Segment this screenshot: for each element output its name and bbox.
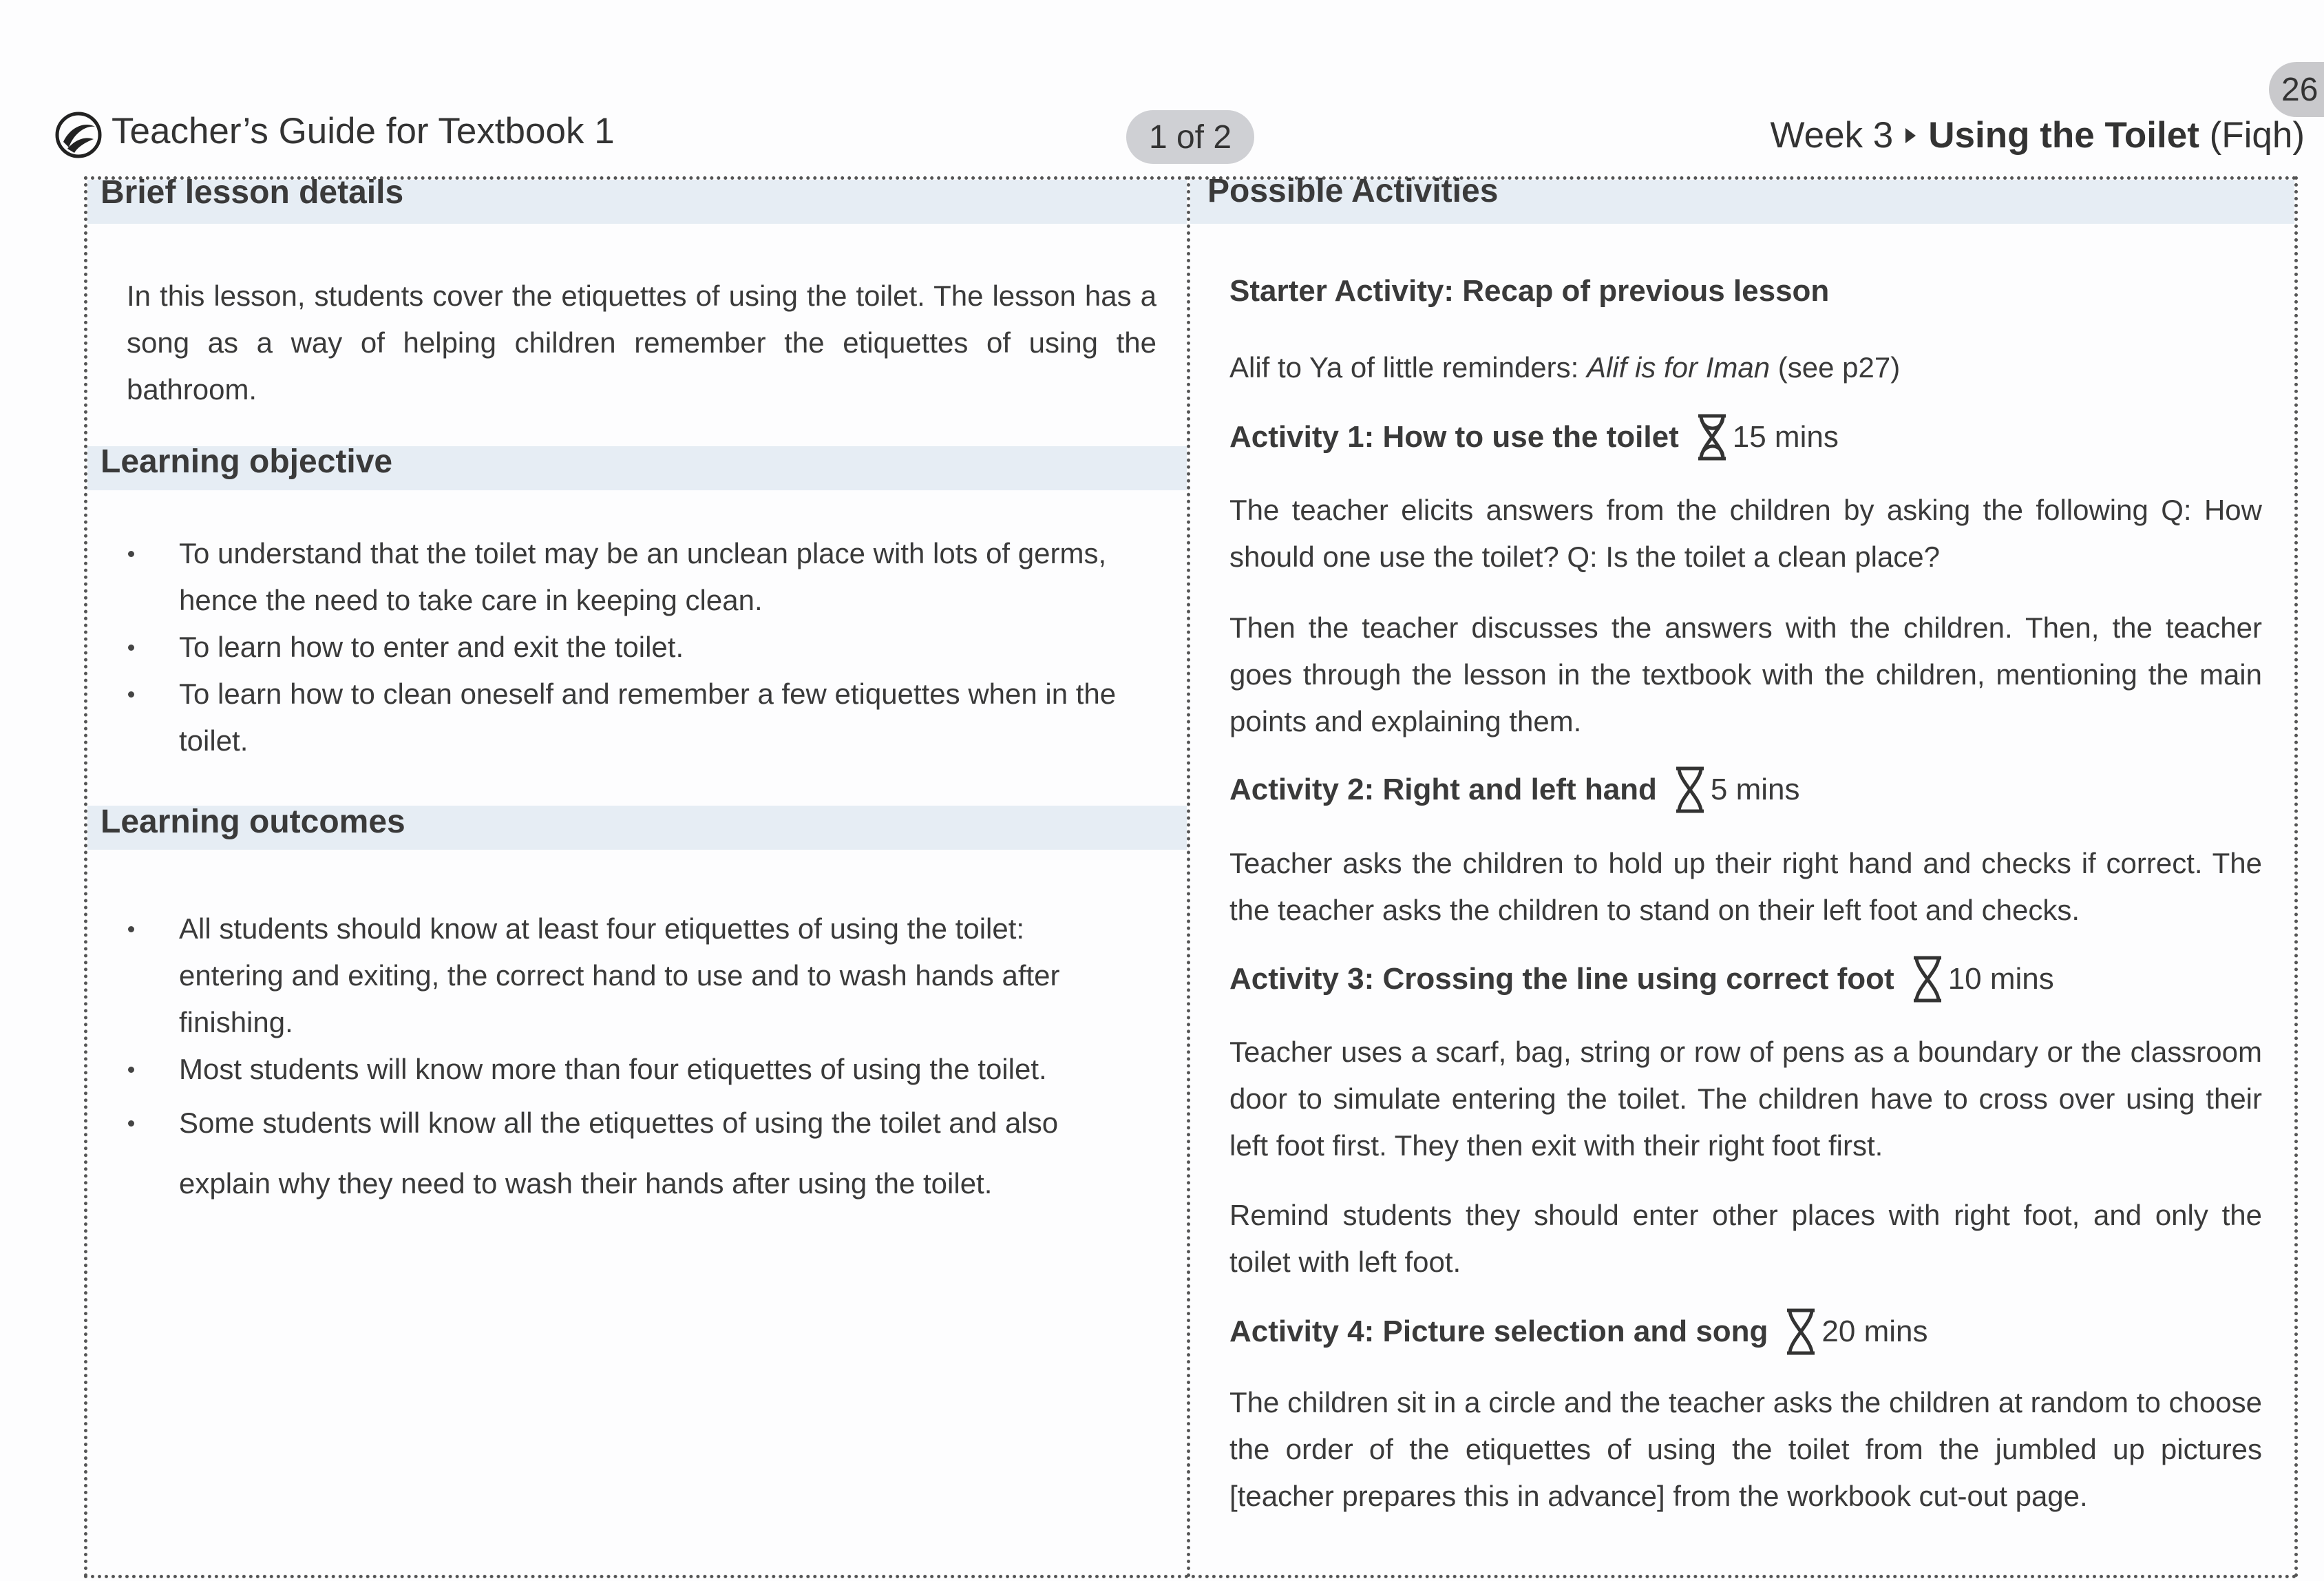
caret-right-icon [1905, 128, 1916, 143]
list-item-text: Most students will know more than four etiquettes of using the toilet. [179, 1053, 1047, 1085]
list-item [101, 1093, 1119, 1214]
activity-title: Activity 1: How to use the toilet [1229, 420, 1679, 454]
activity-1-heading [1229, 413, 1839, 461]
lesson-title-wrap [1928, 114, 2305, 156]
activity-3-para-1: Teacher uses a scarf, bag, string or row of pens as a boundary or the classroom door to simulate entering the toilet. The children have to cross over using their left foot first. They then exit with their right foot first. [1229, 1036, 2262, 1162]
lesson-breadcrumb [1771, 114, 2305, 156]
bullet-icon [128, 1120, 134, 1127]
list-item [101, 671, 1161, 764]
activity-duration: 10 mins [1947, 962, 2054, 996]
page-number-text: 26 [2281, 71, 2318, 108]
activity-duration: 15 mins [1732, 420, 1839, 454]
objective-list [101, 530, 1161, 764]
activity-4-para-1: The children sit in a circle and the teacher asks the children at random to choose the order of the etiquettes of using the toilet from the jumbled up pictures [teacher prepares this in advance] from the workbook cut-out page. [1229, 1386, 2262, 1512]
brief-heading: Brief lesson details [101, 174, 404, 211]
bullet-icon [128, 1067, 134, 1073]
bullet-icon [128, 926, 134, 932]
list-item [101, 1046, 1119, 1093]
activity-2-heading [1229, 766, 1800, 814]
list-item-text: To learn how to clean oneself and remember a few etiquettes when in the toilet. [179, 678, 1117, 757]
activity-2-para-1: Teacher asks the children to hold up their right hand and checks if correct. The the teacher asks the children to stand on their left foot and checks. [1229, 847, 2262, 926]
outcomes-list [101, 905, 1119, 1214]
starter-text [1229, 344, 2262, 391]
activity-title: Activity 4: Picture selection and song [1229, 1315, 1768, 1348]
activity-3-heading [1229, 955, 2054, 1003]
starter-text-suffix: (see p27) [1770, 351, 1901, 384]
activity-duration: 20 mins [1821, 1315, 1928, 1348]
activity-duration: 5 mins [1710, 773, 1800, 806]
lesson-title: Using the Toilet [1928, 115, 2199, 156]
list-item-text: Some students will know all the etiquettes of using the toilet and also explain why they need to wash their hands after using the toilet. [179, 1107, 1059, 1200]
list-item [101, 624, 1161, 671]
starter-text-prefix: Alif to Ya of little reminders: [1229, 351, 1587, 384]
list-item-text: To understand that the toilet may be an unclean place with lots of germs, hence the need to take care in keeping clean. [179, 537, 1107, 616]
page-number [2269, 62, 2324, 117]
guide-title: Teacher’s Guide for Textbook 1 [112, 111, 615, 151]
bullet-icon [128, 691, 134, 698]
bullet-icon [128, 551, 134, 557]
activity-title: Activity 3: Crossing the line using correct foot [1229, 962, 1894, 996]
activities-heading: Possible Activities [1207, 173, 1499, 209]
list-item-text: All students should know at least four etiquettes of using the toilet: entering and exiting, the correct hand to use and to wash hands after finishing. [179, 912, 1060, 1038]
publisher-logo-icon [55, 112, 102, 158]
page-indicator-text: 1 of 2 [1148, 118, 1232, 156]
hourglass-icon [1672, 766, 1708, 814]
outcomes-heading: Learning outcomes [101, 804, 405, 840]
activity-1-para-1: The teacher elicits answers from the children by asking the following Q: How should one use the toilet? Q: Is the toilet a clean place? [1229, 494, 2262, 573]
starter-heading-text: Starter Activity: Recap of previous lesson [1229, 274, 1830, 308]
week-label: Week 3 [1770, 115, 1894, 156]
objective-heading: Learning objective [101, 443, 393, 480]
column-divider [1187, 176, 1190, 1578]
list-item [101, 530, 1161, 624]
page-indicator[interactable] [1126, 110, 1254, 164]
activity-3-para-2: Remind students they should enter other places with right foot, and only the toilet with left foot. [1229, 1199, 2262, 1278]
list-item [101, 905, 1119, 1046]
activity-1-para-2: Then the teacher discusses the answers with the children. Then, the teacher goes through the lesson in the textbook with the children, mentioning the main points and explaining them. [1229, 611, 2262, 737]
brief-text: In this lesson, students cover the etiquettes of using the toilet. The lesson has a song as a way of helping children remember the etiquettes of using the bathroom. [127, 280, 1156, 406]
hourglass-icon [1783, 1308, 1819, 1356]
list-item-text: To learn how to enter and exit the toilet. [179, 631, 684, 663]
starter-heading [1229, 274, 1829, 308]
activity-4-heading [1229, 1308, 1928, 1356]
hourglass-icon [1910, 955, 1945, 1003]
bullet-icon [128, 645, 134, 651]
hourglass-icon [1694, 413, 1730, 461]
activity-title: Activity 2: Right and left hand [1229, 773, 1657, 806]
starter-text-italic: Alif is for Iman [1587, 351, 1771, 384]
lesson-subject: (Fiqh) [2209, 115, 2305, 156]
